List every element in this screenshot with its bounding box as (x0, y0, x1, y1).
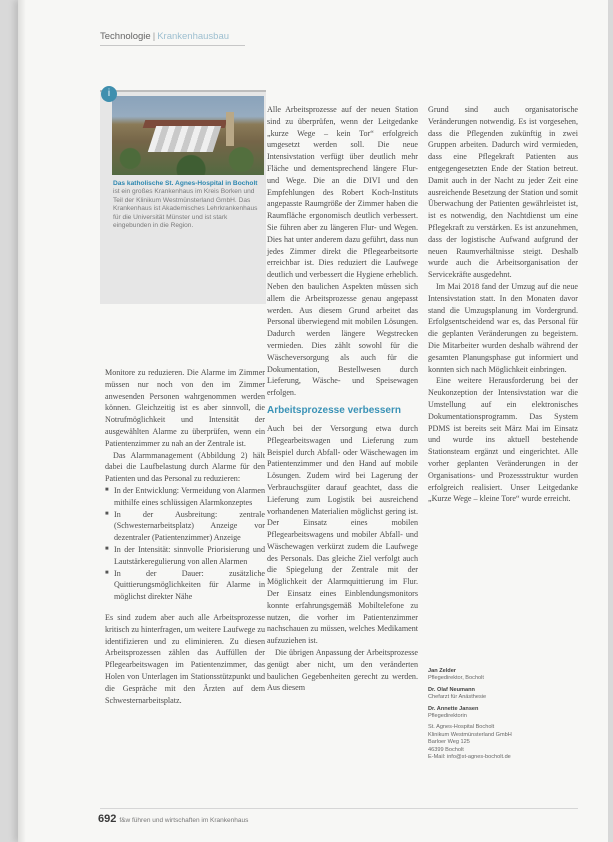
caption-text: ist ein großes Krankenhaus im Kreis Borken und Teil der Klinikum Westmünsterland GmbH. Das Krankenhaus ist Akademisches Lehrkrankenhaus für die Universität Münster und ist stark eingebunden in die Region. (113, 188, 258, 230)
paragraph: Die übrigen Anpassung der Arbeitsprozesse genügt aber nicht, um den veränderten baulichen Gegebenheiten gerecht zu werden. Aus diesem (267, 648, 418, 693)
footer-rule (100, 808, 578, 809)
magazine-name: f&w führen und wirtschaften im Krankenhaus (119, 817, 249, 824)
text-column-2 (267, 104, 418, 694)
info-icon: i (101, 86, 117, 102)
bullet-list (105, 485, 265, 603)
author-name: Jan Zelder (428, 668, 456, 674)
list-item: ■ In der Intensität: sinnvolle Priorisierung und Lautstärkeregulierung von allen Alarmen (105, 544, 265, 568)
paragraph: Es sind zudem aber auch alle Arbeitsprozesse kritisch zu hinterfragen, um weitere Laufwege zu identifizieren und zu eliminieren. Zu diesen Arbeitsprozessen zählen das Auffüllen der Pflegearbeitswagen im Patientenzimmer, das Holen von Unterlagen im Stationsstützpunkt und die Gespräche mit den Ärzten auf dem Schwesternarbeitsplatz. (105, 612, 265, 705)
paragraph: Auch bei der Versorgung etwa durch Pflegearbeitswagen und Lieferung zum Beispiel durch Abfall- oder Wäschewagen im Patientenzimmer und den Hand auf mobile Lösungen. Zudem wird bei Lagerung der Verbrauchsgüter darauf geachtet, dass die Lieferung zum Logistik bei ausreichend vorhandenen Materialien möglichst gering ist. Der Einsatz eines mobilen Pflegearbeitswagens und mobiler Abfall- und Wäschewagen verkürzt zudem die Laufwege des Personals. Das gleiche Ziel verfolgt auch die Spiegelung der Zentrale mit der Möglichkeit der Alarmquittierung im Flur. Der Einsatz eines Einblendungsmonitors konnte erfahrungsgemäß Mobiltelefone zu nutzen, die vorher im Patientenzimmer nachschauen zu müssen, welches Medikament aufzuziehen ist. (267, 423, 418, 646)
paragraph: Grund sind auch organisatorische Veränderungen notwendig. Es ist vorgesehen, dass die Pflegenden zukünftig in zwei Gruppen arbeiten. Dadurch wird vermieden, dass eine Pflegekraft Patienten aus entgegengesetzten Ende der Station betreut. Damit auch in der Nacht zu jeder Zeit eine ausreichende Besetzung der Station und somit Überwachung der Patienten gewährleistet ist, ist es notwendig, den Nachtdienst um eine Pflegekraft zu verstärken. Es ist anzunehmen, dass der logistische Aufwand aufgrund der neuen Raumverhältnisse steigt. Deshalb wurde auch die Arbeitsorganisation der Servicekräfte ausgedehnt. (428, 105, 578, 280)
author-name: Dr. Olaf Neumann (428, 686, 475, 693)
page-number: 692 (98, 813, 117, 825)
running-header (100, 31, 229, 42)
list-item: ■ In der Dauer: zusätzliche Quittierungsmöglichkeiten für Alarme in möglichst direkter Nähe (105, 568, 265, 603)
photo-building (148, 126, 221, 152)
header-subsection: Krankenhausbau (157, 31, 230, 42)
paragraph: Monitore zu reduzieren. Die Alarme im Zimmer müssen nur noch von den im Zimmer anwesenden Personen wahrgenommen werden können. Gleichzeitig ist es aber sinnvoll, die Notrufmöglichkeit und Intensität der ausgewählten Alarme zu überprüfen, wenn ein Patientenzimmer zu nah an der Zentrale ist. (105, 368, 265, 448)
page-folio (98, 813, 248, 825)
text-column-1 (105, 367, 265, 706)
caption-highlight: Das katholische St. Agnes-Hospital in Bocholt (113, 180, 258, 187)
paragraph: Im Mai 2018 fand der Umzug auf die neue Intensivstation statt. In den Monaten davor stand die Umzugsplanung im Vordergrund. Erfolgsentscheidend war es, das Personal für die geplanten Veränderungen zu begeistern. Die Mitarbeiter wurden deshalb während der gesamten Planungsphase gut informiert und konnten sich nach Möglichkeit einbringen. (428, 281, 578, 374)
photo-caption (113, 180, 263, 230)
paragraph: Alle Arbeitsprozesse auf der neuen Station sind zu überprüfen, wenn der Leitgedanke „kurze Wege – kein Tor“ erfolgreich umgesetzt werden soll. Die neue Intensivstation verfügt über deutlich mehr Fläche und dementsprechend längere Flur- und Wege. Die an die DIVI und den Empfehlungen des Robert Koch-Instituts angepasste Raumgröße der Zimmer haben die Raumfläche ergonomisch deutlich verbessert. Sie führen aber zu längeren Flur- und Wegen. Dies hat unter anderem dazu geführt, dass nun jedes Zimmer direkt die Pflegearbeitsorte erreichbar ist. Dies reduziert die Laufwege deutlich und verbessert die Hygiene erheblich. Neben den baulichen Aspekten müssen sich allem die Arbeitsprozesse genau angepasst werden. Aus diesem Grund arbeitet das Personal überwiegend mit mobilen Lösungen. Dadurch werden längere Wegstrecken vermieden. Dies zählt sowohl für die Wäscheversorgung als auch für die Dokumentation, Bestellwesen durch Lieferung, Wäsche- und Speisewagen erfolgen. (267, 105, 418, 398)
photo-tower (226, 112, 234, 146)
author-name: Dr. Annette Jansen (428, 705, 479, 712)
paragraph: Das Alarmmanagement (Abbildung 2) hält dabei die Laufbelastung durch Alarme für den Patienten und das Personal zu reduzieren: (105, 450, 265, 484)
address-text: St. Agnes-Hospital Bocholt Klinikum Westmünsterland GmbH Barloer Weg 125 46399 Bocholt E-Mail: info@st-agnes-bocholt.de (428, 724, 512, 761)
author-address (428, 724, 578, 761)
list-item: ■ In der Ausbreitung: zentrale (Schwesternarbeitsplatz) Anzeige vor dezentraler (Patientenzimmer) Anzeige (105, 509, 265, 544)
hospital-photo (112, 96, 264, 175)
author-entry (428, 687, 578, 702)
header-separator: | (152, 31, 156, 42)
header-section: Technologie (100, 31, 151, 42)
author-role: Pflegedirektor, Bocholt (428, 675, 484, 682)
list-item: ■ In der Entwicklung: Vermeidung von Alarmen mithilfe eines schlüssigen Alarmkonzeptes (105, 485, 265, 509)
author-box (428, 668, 578, 765)
binding-shadow (18, 0, 26, 842)
section-heading: Arbeitsprozesse verbessern (267, 404, 401, 416)
author-role: Pflegedirektorin (428, 713, 467, 720)
author-entry (428, 668, 578, 683)
author-entry (428, 706, 578, 721)
text-column-3 (428, 104, 578, 505)
paragraph: Eine weitere Herausforderung bei der Neukonzeption der Intensivstation war die Umstellung auf ein elektronisches Dokumentationsprogramm. Das System PDMS ist bereits seit März Mai im Einsatz und wurde ins aktuell bestehende Stationsteam ergänzt und eingerichtet. Alle vorher geplanten Veränderungen in der Organisations- und Prozessstruktur wurden erfolgreich realisiert. Unser Leitgedanke „Kurze Wege – kleine Tore“ wurde erreicht. (428, 376, 578, 504)
author-role: Chefarzt für Anästhesie (428, 694, 487, 701)
header-rule (100, 45, 245, 46)
